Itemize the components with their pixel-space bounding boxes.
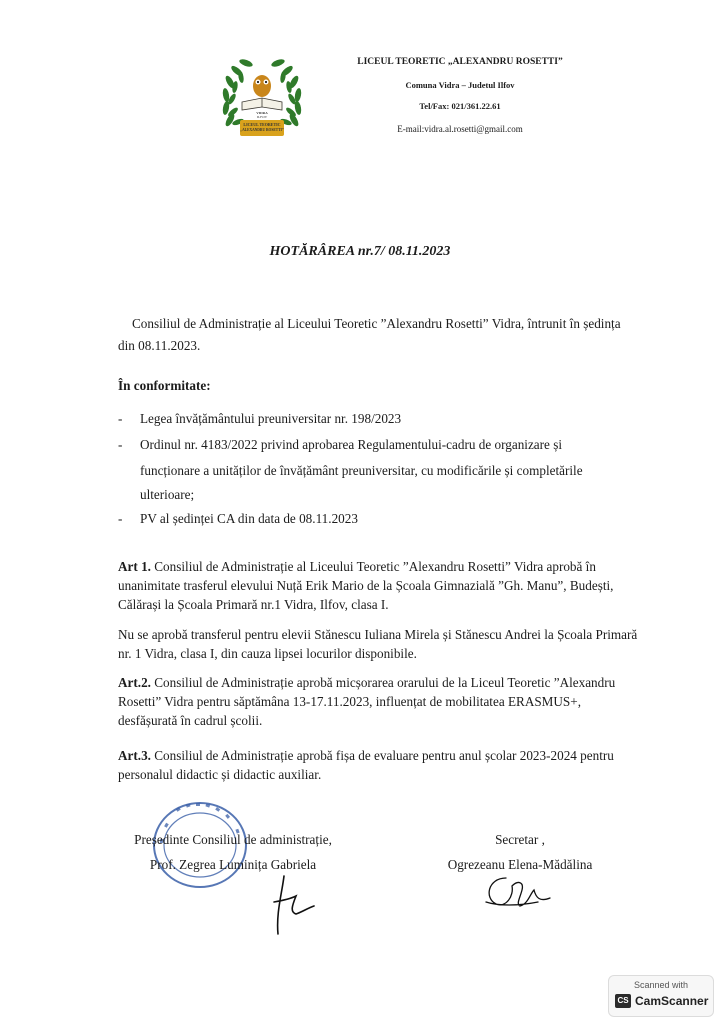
conformity-item-2: Ordinul nr. 4183/2022 privind aprobarea Regulamentului-cadru de organizare și	[140, 437, 562, 452]
article-2-text: Consiliul de Administrație aprobă micșorarea orarului de la Liceul Teoretic ”Alexandru Rosetti” Vidra pentru săptămâna 13-17.11.2023, influențat de mobilitatea ERASMUS+, desfășurată în cadrul școlii.	[118, 675, 616, 728]
article-2	[118, 673, 638, 730]
school-address: Comuna Vidra – Judetul Ilfov	[405, 80, 515, 90]
logo-caption-top: VIDRA	[256, 111, 268, 115]
secretary-role: Secretar ,	[495, 832, 545, 847]
article-1	[118, 557, 638, 614]
article-2-label: Art.2.	[118, 675, 151, 690]
logo-ribbon-line-1: LICEUL TEORETIC	[243, 122, 281, 127]
conformity-item-1: Legea învățământului preuniversitar nr. 198/2023	[140, 411, 402, 426]
school-email: E-mail:vidra.al.rosetti@gmail.com	[397, 124, 523, 134]
article-3	[118, 746, 638, 784]
president-role: Președinte Consiliul de administrație,	[134, 832, 332, 847]
conformity-item-2-cont: funcționare a unităților de învățământ preuniversitar, cu modificările și completările	[140, 463, 583, 478]
watermark-line-1: Scanned with	[633, 980, 689, 990]
camscanner-badge-text: CS	[617, 996, 629, 1005]
document-title: HOTĂRÂREA nr.7/ 08.11.2023	[269, 244, 451, 259]
school-phone: Tel/Fax: 021/361.22.61	[419, 101, 501, 111]
bullet-dash: -	[118, 437, 123, 452]
logo-caption-year: ILFOV	[256, 115, 268, 119]
camscanner-badge-icon	[615, 994, 631, 1008]
conformity-item-3: PV al ședinței CA din data de 08.11.2023	[140, 511, 358, 526]
laurel-logo-icon	[212, 50, 312, 150]
president-name: Prof. Zegrea Luminița Gabriela	[149, 857, 317, 872]
handwritten-signature-icon	[262, 868, 322, 938]
school-name: LICEUL TEORETIC „ALEXANDRU ROSETTI”	[357, 57, 563, 67]
intro-paragraph: Consiliul de Administrație al Liceului Teoretic ”Alexandru Rosetti” Vidra, întrunit în ședința din 08.11.2023.	[118, 316, 621, 353]
article-1-text: Consiliul de Administrație al Liceului Teoretic ”Alexandru Rosetti” Vidra aprobă în unanimitate trasferul elevului Nuță Erik Mario de la Școala Gimnazială ”Gh. Manu”, Budești, Călărași la Școala Primară nr.1 Vidra, Ilfov, clasa I.	[118, 559, 614, 612]
handwritten-signature-icon	[478, 868, 558, 918]
secretary-signature	[478, 868, 558, 918]
conformity-heading: În conformitate:	[118, 378, 211, 393]
school-logo	[212, 50, 312, 150]
article-3-text: Consiliul de Administrație aprobă fișa de evaluare pentru anul școlar 2023-2024 pentru personalul didactic și didactic auxiliar.	[118, 748, 614, 782]
conformity-item-2-end: ulterioare;	[140, 487, 195, 502]
article-1-extra: Nu se aprobă transferul pentru elevii Stănescu Iuliana Mirela și Stănescu Andrei la Școala Primară nr. 1 Vidra, clasa I, din cauza lipsei locurilor disponibile.	[118, 627, 638, 661]
bullet-dash: -	[118, 511, 123, 526]
article-3-label: Art.3.	[118, 748, 151, 763]
bullet-dash: -	[118, 411, 123, 426]
camscanner-watermark	[608, 975, 714, 1017]
secretary-name: Ogrezeanu Elena-Mădălina	[447, 857, 593, 872]
logo-ribbon-line-2: „ALEXANDRU ROSETTI”	[240, 128, 284, 132]
watermark-line-2: CamScanner	[635, 994, 709, 1008]
article-1-label: Art 1.	[118, 559, 151, 574]
president-signature	[262, 868, 322, 938]
